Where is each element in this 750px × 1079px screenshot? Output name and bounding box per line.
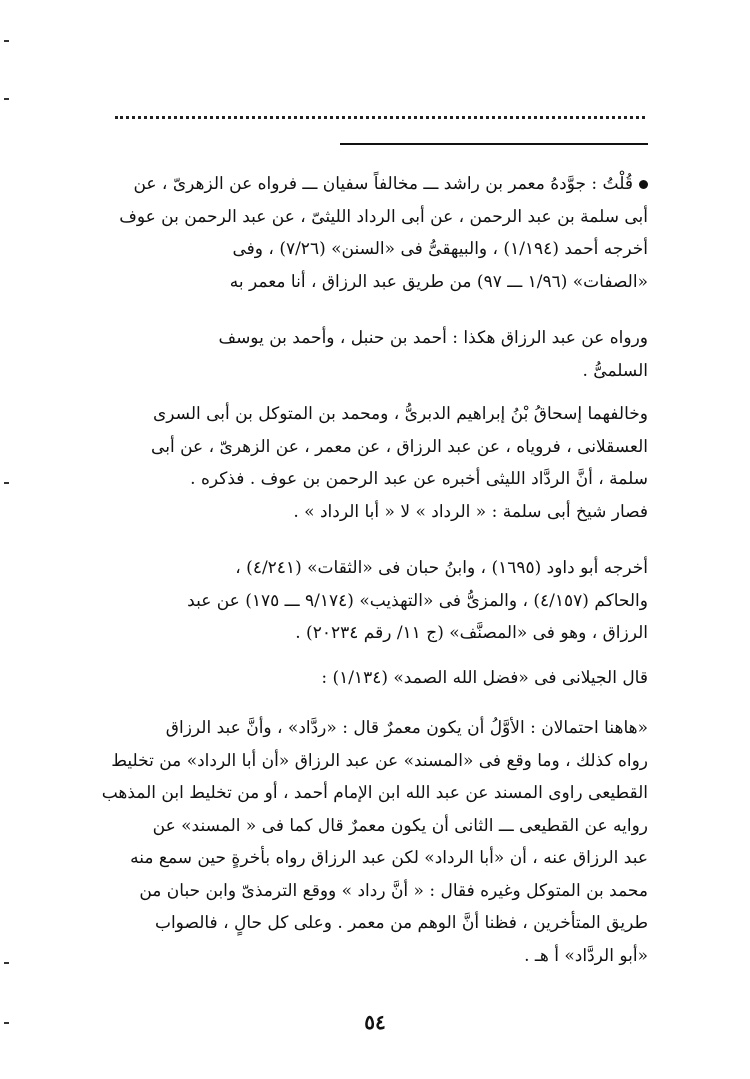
text-line: عبد الرزاق عنه ، أن «أبا الرداد» لكن عبد الرزاق رواه بأخرةٍ حين سمع منه xyxy=(130,848,648,868)
text-line-content: قُلْتُ : جوَّدهُ معمر بن راشد ـــ مخالفاً سفيان ـــ فرواه عن الزهرىّ ، عن xyxy=(133,174,633,194)
paragraph-5 xyxy=(100,662,648,695)
text-line: العسقلانى ، فروياه ، عن عبد الرزاق ، عن معمر ، عن الزهرىّ ، عن أبى xyxy=(151,436,648,457)
bullet-icon xyxy=(639,180,648,189)
text-line: طريق المتأخرين ، فظنا أنَّ الوهم من معمر . وعلى كل حالٍ ، فالصواب xyxy=(154,913,648,933)
page-number: ٥٤ xyxy=(364,1010,386,1034)
text-line: أبى سلمة بن عبد الرحمن ، عن أبى الرداد الليثىّ ، عن عبد الرحمن بن عوف xyxy=(119,206,648,227)
text-line: روايه عن القطيعى ـــ الثانى أن يكون معمرٌ قال كما فى « المسند» عن xyxy=(152,815,648,836)
text-line: «الصفات» (١/٩٦ ـــ ٩٧) من طريق عبد الرزاق ، أنا معمر به xyxy=(229,271,648,292)
text-line: فصار شيخ أبى سلمة : « الرداد » لا « أبا الرداد » . xyxy=(293,501,648,522)
text-line: وخالفهما إسحاقُ بْنُ إبراهيم الدبرىُّ ، ومحمد بن المتوكل بن أبى السرى xyxy=(152,404,648,424)
text-line xyxy=(100,168,648,201)
paragraph-1 xyxy=(100,168,648,298)
paragraph-6-quote xyxy=(100,712,648,972)
paragraph-3 xyxy=(100,398,648,528)
margin-mark xyxy=(4,40,9,42)
text-line: القطيعى راوى المسند عن عبد الله ابن الإمام أحمد ، أو من تخليط ابن المذهب xyxy=(101,783,648,803)
text-line: أخرجه أحمد (١/١٩٤) ، والبيهقىُّ فى «السنن» (٧/٢٦) ، وفى xyxy=(232,239,648,259)
text-line: رواه كذلك ، وما وقع فى «المسند» عن عبد الرزاق «أن أبا الرداد» من تخليط xyxy=(111,750,648,771)
text-line: سلمة ، أنَّ الردَّاد الليثى أخبره عن عبد الرحمن بن عوف . فذكره . xyxy=(190,469,648,489)
paragraph-4 xyxy=(100,552,648,650)
footnote-rule xyxy=(340,143,648,145)
text-line: الرزاق ، وهو فى «المصنَّف» (ج ١١/ رقم ٢٠٢٣٤) . xyxy=(295,623,648,643)
text-line: «أبو الردَّاد» أ هـ . xyxy=(524,945,648,966)
text-line: والحاكم (٤/١٥٧) ، والمزىُّ فى «التهذيب» (٩/١٧٤ ـــ ١٧٥) عن عبد xyxy=(187,590,648,611)
margin-mark xyxy=(4,482,9,484)
dotted-separator xyxy=(115,116,645,119)
margin-mark xyxy=(4,962,9,964)
margin-mark xyxy=(4,98,9,100)
text-line: قال الجيلانى فى «فضل الله الصمد» (١/١٣٤) : xyxy=(321,668,648,688)
text-line: أخرجه أبو داود (١٦٩٥) ، وابنُ حبان فى «الثقات» (٤/٢٤١) ، xyxy=(235,558,648,578)
paragraph-2 xyxy=(100,322,648,387)
text-line: ورواه عن عبد الرزاق هكذا : أحمد بن حنبل ، وأحمد بن يوسف xyxy=(218,328,648,348)
text-line: محمد بن المتوكل وغيره فقال : « أنَّ رداد » ووقع الترمذىّ وابن حبان من xyxy=(139,880,648,901)
text-line: «هاهنا احتمالان : الأوَّلُ أن يكون معمرٌ قال : «ردَّاد» ، وأنَّ عبد الرزاق xyxy=(165,718,648,738)
text-line: السلمىُّ . xyxy=(582,360,648,381)
